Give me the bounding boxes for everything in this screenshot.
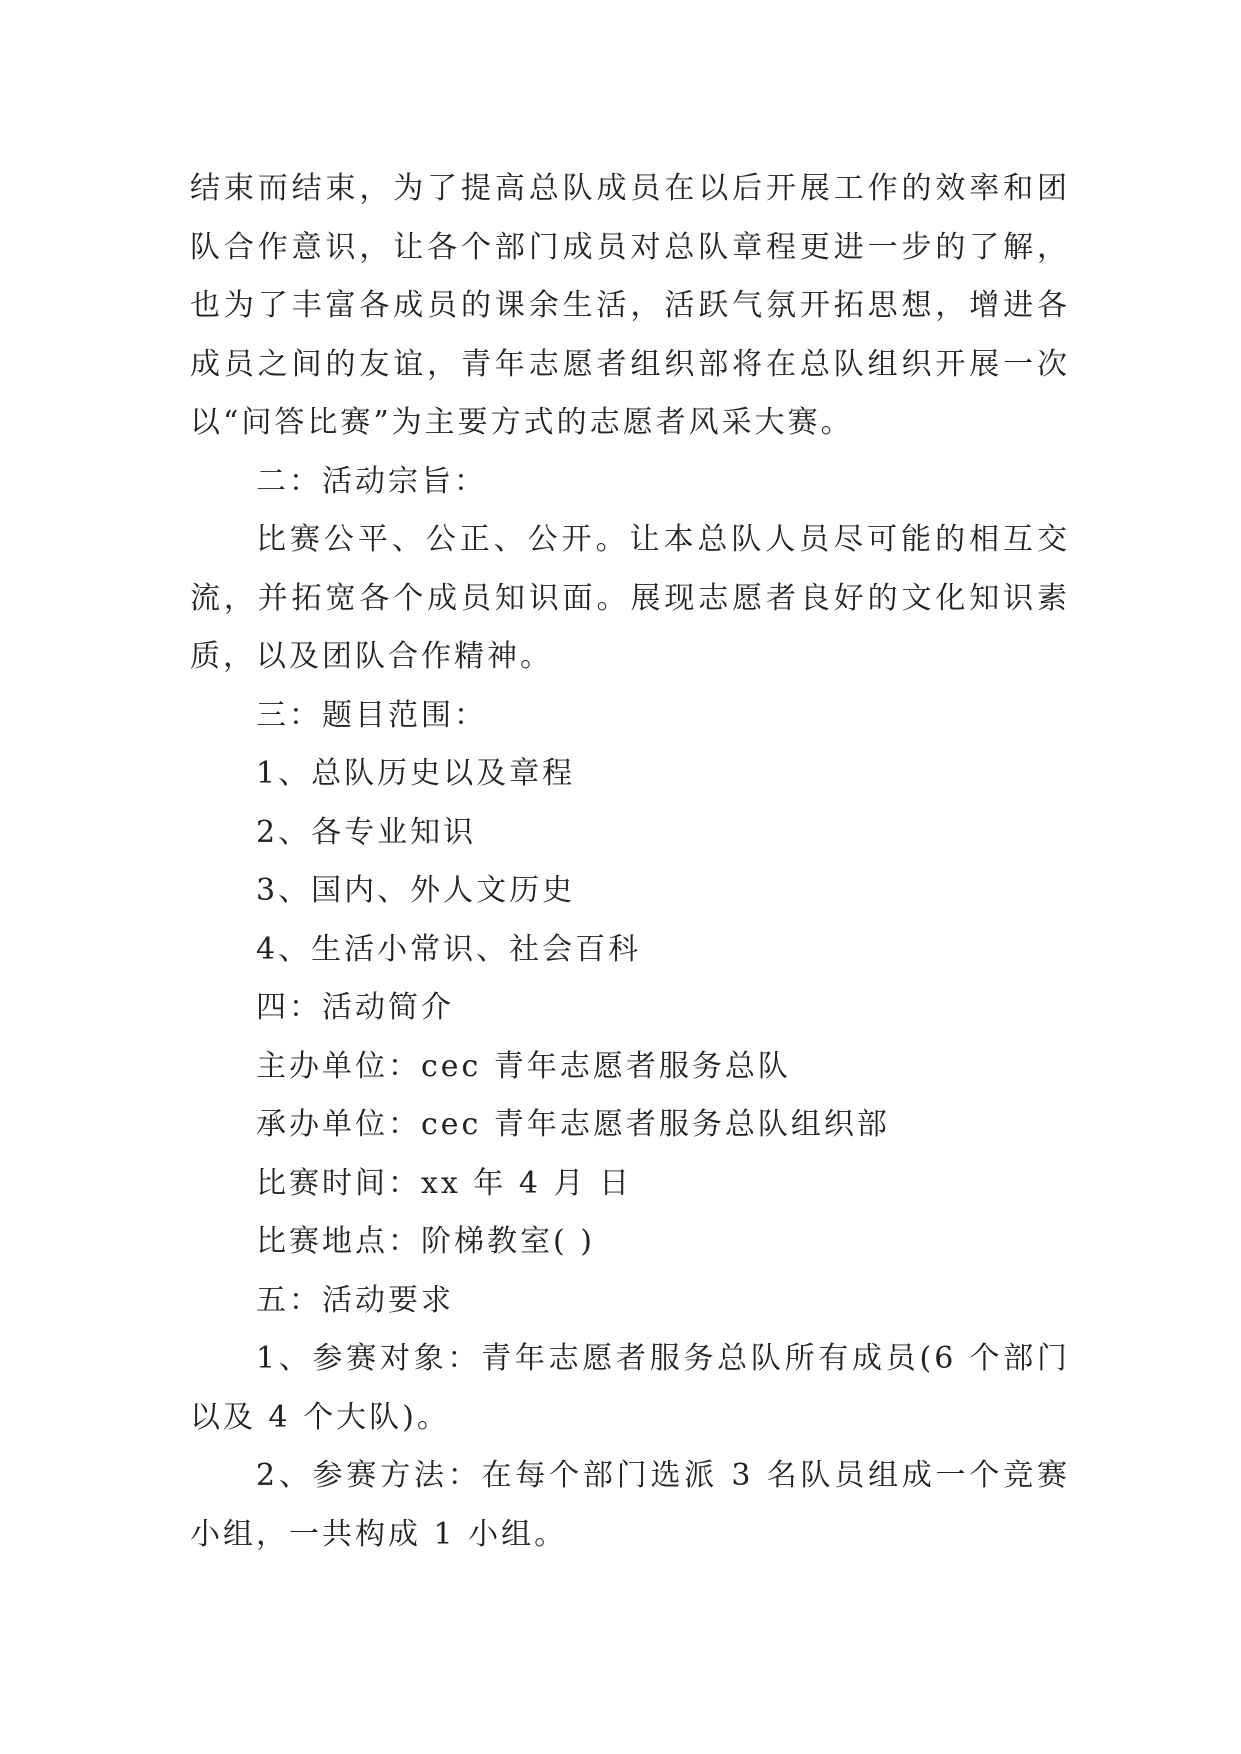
list-item-scope-2: 2、各专业知识 (256, 814, 477, 850)
info-co-organizer: 承办单位：cec 青年志愿者服务总队组织部 (256, 1107, 890, 1142)
list-item-requirement-2: 2、参赛方法：在每个部门选派 3 名队员组成一个竞赛小组，一共构成 1 小组。 (190, 1458, 1070, 1552)
heading-activity-requirements: 五：活动要求 (256, 1282, 454, 1318)
list-item-scope-4: 4、生活小常识、社会百科 (256, 931, 642, 967)
info-competition-time: 比赛时间：xx 年 4 月 日 (256, 1165, 633, 1201)
paragraph-intro-continuation: 结束而结束，为了提高总队成员在以后开展工作的效率和团队合作意识，让各个部门成员对总队章程更进一步的了解，也为了丰富各成员的课余生活，活跃气氛开拓思想，增进各成员之间的友谊，青年志愿者组织部将在总队组织开展一次以“问答比赛”为主要方式的志愿者风采大赛。 (190, 171, 1070, 440)
list-item-scope-1: 1、总队历史以及章程 (256, 756, 576, 791)
list-item-scope-3: 3、国内、外人文历史 (256, 873, 576, 908)
list-item-requirement-1: 1、参赛对象：青年志愿者服务总队所有成员(6 个部门以及 4 个大队)。 (190, 1341, 1070, 1435)
info-organizer: 主办单位：cec 青年志愿者服务总队 (256, 1048, 791, 1084)
paragraph-activity-purpose: 比赛公平、公正、公开。让本总队人员尽可能的相互交流，并拓宽各个成员知识面。展现志愿者良好的文化知识素质，以及团队合作精神。 (190, 522, 1070, 674)
heading-activity-intro: 四：活动简介 (256, 990, 454, 1025)
document-body (190, 160, 1070, 1564)
heading-activity-purpose: 二：活动宗旨： (256, 463, 487, 499)
heading-question-scope: 三：题目范围： (256, 697, 487, 733)
info-competition-venue: 比赛地点：阶梯教室( ) (256, 1224, 595, 1259)
